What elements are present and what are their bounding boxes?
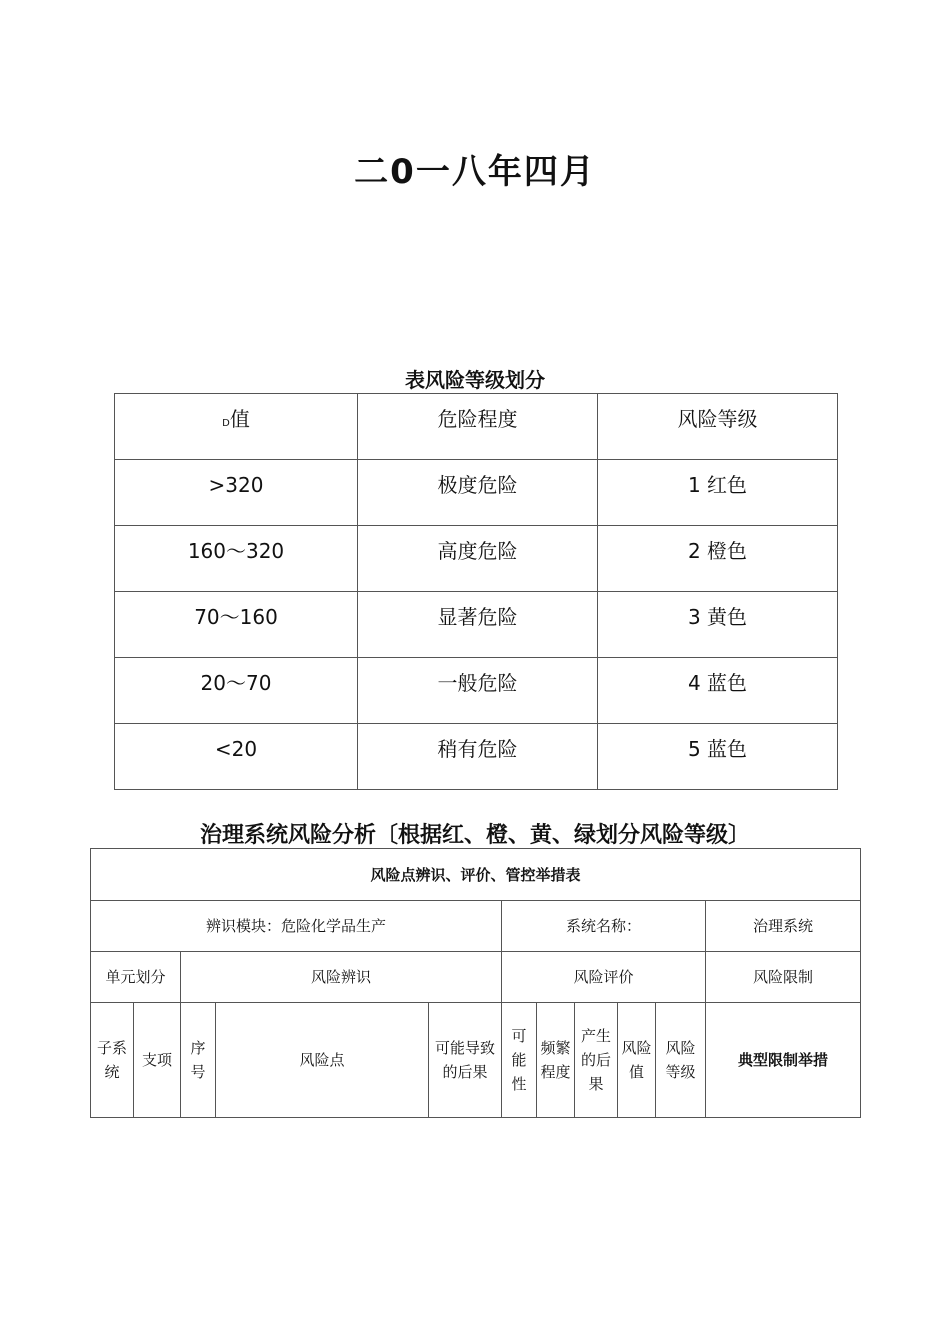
risk-level: 4 蓝色 — [598, 658, 838, 724]
control-table-caption: 治理系统风险分析〔根据红、橙、黄、绿划分风险等级〕 — [199, 823, 750, 848]
column-header-row — [91, 1003, 861, 1118]
control-table-title: 风险点辨识、评价、管控举措表 — [91, 849, 861, 901]
risk-level: 1 红色 — [598, 460, 838, 526]
risk-level-line: 等级 — [665, 1063, 696, 1081]
result-line: 产生 — [580, 1027, 611, 1045]
risk-level: 5 蓝色 — [598, 724, 838, 790]
result-line: 果 — [588, 1075, 604, 1093]
risk-level-header — [656, 1003, 706, 1118]
frequency-line: 频繁 — [540, 1039, 571, 1057]
subsystem-line: 子系 — [96, 1039, 127, 1057]
header-d-value — [115, 394, 358, 460]
unit-division-header: 单元划分 — [91, 952, 181, 1003]
danger-degree: 高度危险 — [358, 526, 598, 592]
subsystem-line: 统 — [104, 1063, 120, 1081]
header-degree: 危险程度 — [358, 394, 598, 460]
risk-level-table — [114, 393, 838, 790]
risk-level-table-caption: 表风险等级划分 — [405, 368, 545, 392]
risk-evaluation-header: 风险评价 — [502, 952, 706, 1003]
table-header-row — [115, 394, 838, 460]
risk-level-line: 风险 — [665, 1039, 696, 1057]
frequency-header — [537, 1003, 575, 1118]
danger-degree: 一般危险 — [358, 658, 598, 724]
sequence-line: 序 — [190, 1039, 206, 1057]
table-row — [115, 724, 838, 790]
risk-control-table — [90, 848, 861, 1118]
consequence-line: 的后果 — [442, 1063, 488, 1081]
group-header-row — [91, 952, 861, 1003]
likelihood-line: 能 — [511, 1051, 527, 1069]
risk-identification-header: 风险辨识 — [181, 952, 502, 1003]
table-row — [115, 526, 838, 592]
consequence-line: 可能导致 — [434, 1039, 495, 1057]
table-row — [115, 658, 838, 724]
header-level: 风险等级 — [598, 394, 838, 460]
risk-point-header: 风险点 — [216, 1003, 429, 1118]
likelihood-header — [502, 1003, 537, 1118]
risk-control-header: 风险限制 — [706, 952, 861, 1003]
risk-level: 3 黄色 — [598, 592, 838, 658]
danger-degree: 极度危险 — [358, 460, 598, 526]
risk-value-line: 值 — [628, 1063, 644, 1081]
danger-degree: 显著危险 — [358, 592, 598, 658]
consequence-header — [429, 1003, 502, 1118]
result-header — [575, 1003, 618, 1118]
module-label: 辨识模块：危险化学品生产 — [91, 901, 502, 952]
risk-value-line: 风险 — [621, 1039, 652, 1057]
d-value-label: 值 — [229, 407, 250, 431]
sequence-line: 号 — [190, 1063, 206, 1081]
likelihood-line: 性 — [511, 1075, 527, 1093]
result-line: 的后 — [580, 1051, 611, 1069]
risk-level: 2 橙色 — [598, 526, 838, 592]
module-row — [91, 901, 861, 952]
table-title-row — [91, 849, 861, 901]
d-prefix: D — [222, 418, 230, 429]
system-name-value: 治理系统 — [706, 901, 861, 952]
date-title: 二0一八年四月 — [354, 152, 596, 192]
table-row — [115, 460, 838, 526]
control-measures-header: 典型限制举措 — [706, 1003, 861, 1118]
sequence-header — [181, 1003, 216, 1118]
system-name-label: 系统名称： — [502, 901, 706, 952]
likelihood-line: 可 — [511, 1027, 527, 1045]
d-range: <20 — [115, 724, 358, 790]
d-range: 160～320 — [115, 526, 358, 592]
frequency-line: 程度 — [540, 1063, 571, 1081]
d-range: 20～70 — [115, 658, 358, 724]
d-range: >320 — [115, 460, 358, 526]
branch-header: 支项 — [134, 1003, 181, 1118]
d-range: 70～160 — [115, 592, 358, 658]
risk-value-header — [618, 1003, 656, 1118]
table-row — [115, 592, 838, 658]
danger-degree: 稍有危险 — [358, 724, 598, 790]
subsystem-header — [91, 1003, 134, 1118]
